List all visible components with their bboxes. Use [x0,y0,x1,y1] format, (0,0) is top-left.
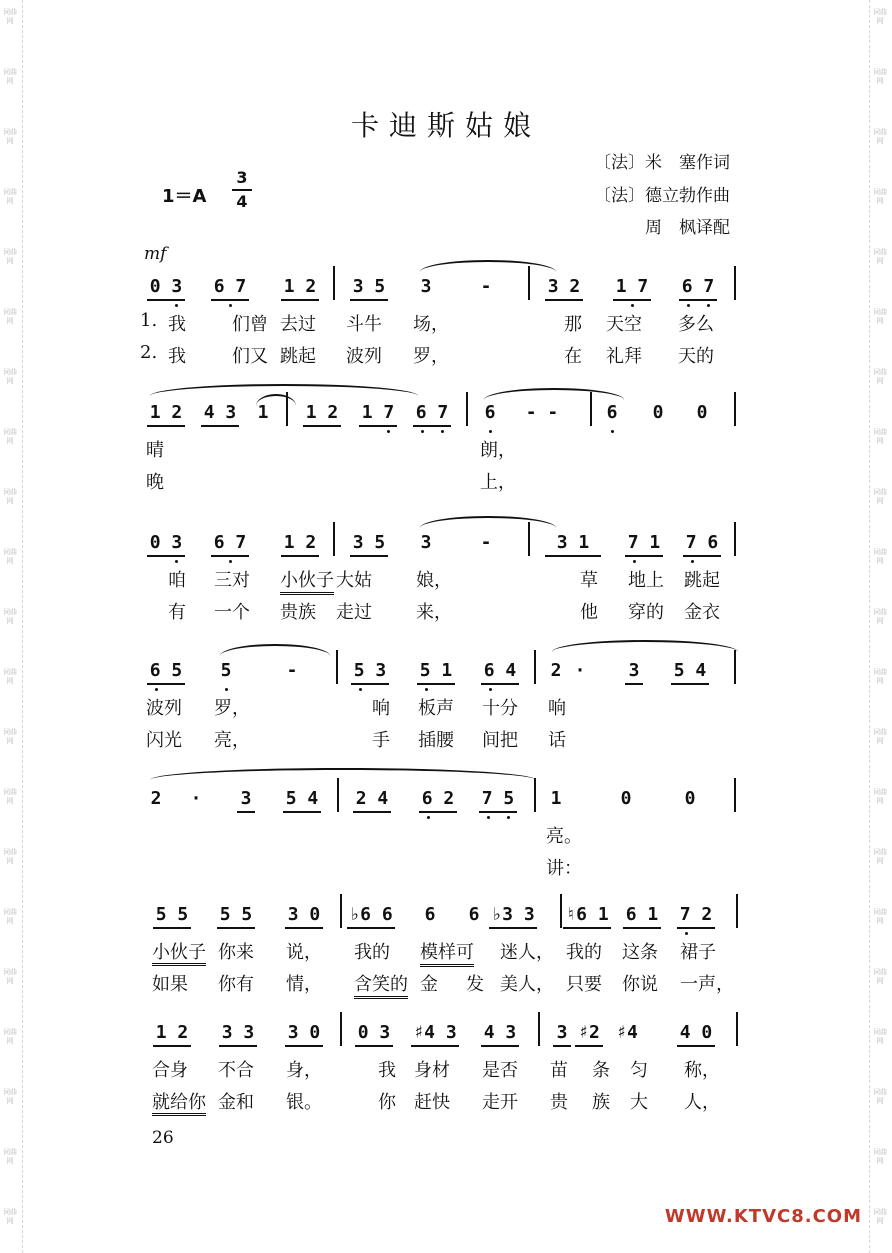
note-group: ♭6 6 [346,902,396,928]
note-group: 6 7 [412,400,452,426]
note-group: 1 2 [302,400,342,426]
bar-line [734,778,736,812]
left-watermark-strip [0,0,23,1253]
score-row-7 [0,1020,892,1050]
meter-denominator: 4 [236,192,248,211]
rest: 0 [696,402,708,423]
tie-slur [420,516,556,528]
bar-line [538,1012,540,1046]
side-watermark-stamp: 词曲网 [3,368,17,385]
side-watermark-stamp: 词曲网 [3,728,17,745]
side-watermark-stamp: 词曲网 [873,608,887,625]
side-watermark-stamp: 词曲网 [873,368,887,385]
lyric-verse-1-line-4: 波列 罗， 响 板声 十分 响 [146,698,566,719]
side-watermark-stamp: 词曲网 [873,788,887,805]
side-watermark-stamp: 词曲网 [3,188,17,205]
side-watermark-stamp: 词曲网 [3,608,17,625]
note: 2 [550,660,562,681]
note-group: 4 3 [480,1020,520,1046]
note-group: 5 3 [350,658,390,684]
note-group: 6 5 [146,658,186,684]
score-row-3 [0,530,892,560]
bar-line [534,778,536,812]
lyricist-credit: 〔法〕米 塞作词 [594,153,730,173]
note-group: 0 3 [146,274,186,300]
bar-line [734,650,736,684]
dynamic-marking: mf [144,244,167,264]
song-title: 卡迪斯姑娘 [350,109,541,142]
lyric-verse-1-line-2: 晴 朗， [146,440,516,461]
side-watermark-stamp: 词曲网 [3,788,17,805]
side-watermark-stamp: 词曲网 [3,668,17,685]
side-watermark-stamp: 词曲网 [3,908,17,925]
phrase-slur [552,640,738,652]
rest: 0 [620,788,632,809]
note-group: 5 4 [282,786,322,812]
note-group: 0 3 [146,530,186,556]
note: 1 [550,788,562,809]
side-watermark-stamp: 词曲网 [3,1028,17,1045]
composer-credit: 〔法〕德立勃作曲 [594,186,730,206]
note: 6 [424,904,436,925]
side-watermark-stamp: 词曲网 [873,428,887,445]
rest: 0 [652,402,664,423]
note-group: 3 5 [349,530,389,556]
side-watermark-stamp: 词曲网 [873,848,887,865]
bar-line [734,266,736,300]
note: 6 [602,400,622,426]
side-watermark-stamp: 词曲网 [873,728,887,745]
note-group: 6 7 [210,530,250,556]
note-group: 3 3 [218,1020,258,1046]
bar-line [337,778,339,812]
bar-line [734,392,736,426]
note-group: 1 2 [280,274,320,300]
side-watermark-stamp: 词曲网 [3,968,17,985]
score-row-2 [0,400,892,430]
note-group: 5 4 [670,658,710,684]
bar-line [333,522,335,556]
lyric-verse-2-line-6: 如果 你有 情， 含笑的 金 发 美人， 只要 你说 一声， [152,970,188,996]
side-watermark-stamp: 词曲网 [3,68,17,85]
side-watermark-stamp: 词曲网 [3,548,17,565]
side-watermark-stamp: 词曲网 [873,248,887,265]
note-group: 1 2 [146,400,186,426]
note-group: 3 [624,658,644,684]
note-group: 5 1 [416,658,456,684]
side-watermark-stamp: 词曲网 [3,848,17,865]
note: 3 [420,276,432,297]
note: 6 [468,904,480,925]
note: 6 [480,400,500,426]
note-group: 3 2 [544,274,584,300]
note-group: 1 7 [358,400,398,426]
dot-extension: · [574,660,586,681]
note-group: 3 1 [544,530,602,556]
side-watermark-stamp: 词曲网 [873,488,887,505]
side-watermark-stamp: 词曲网 [3,1208,17,1225]
note-group: 6 2 [418,786,458,812]
side-watermark-stamp: 词曲网 [3,1148,17,1165]
note-extension: - [480,532,492,553]
score-row-4 [0,658,892,688]
side-watermark-stamp: 词曲网 [873,908,887,925]
note-group: 1 2 [152,1020,192,1046]
note-extension: - [480,276,492,297]
lyric-verse-2-line-2: 晚 上， [146,472,516,493]
time-signature [232,168,252,212]
note-group: ♯2 [574,1020,604,1046]
bar-line [340,1012,342,1046]
arranger-credit: 周 枫译配 [645,218,730,238]
note: 5 [216,658,236,684]
note-group: 5 5 [216,902,256,928]
score-row-5 [0,786,892,816]
note-group: 3 0 [284,902,324,928]
side-watermark-stamp: 词曲网 [3,488,17,505]
lyric-verse-2-line-3: 有 一个 贵族 走过 来， 他 穿的 金衣 [168,602,720,623]
lyric-verse-1-line-7: 合身 不合 身， 我 身材 是否 苗 条 匀 称， [152,1060,720,1081]
note-group: 6 1 [622,902,662,928]
side-watermark-stamp: 词曲网 [873,8,887,25]
right-watermark-strip [869,0,892,1253]
lyric-verse-1-line-5: 亮。 [546,826,582,847]
side-watermark-stamp: 词曲网 [3,308,17,325]
note-group: 4 0 [676,1020,716,1046]
side-watermark-stamp: 词曲网 [873,968,887,985]
side-watermark-stamp: 词曲网 [873,188,887,205]
tie-slur [420,260,556,272]
side-watermark-stamp: 词曲网 [873,548,887,565]
tie-slur [484,388,624,400]
note-group: 3 0 [284,1020,324,1046]
side-watermark-stamp: 词曲网 [873,668,887,685]
side-watermark-stamp: 词曲网 [3,128,17,145]
note-group: 0 3 [354,1020,394,1046]
rest: 0 [684,788,696,809]
site-watermark: WWW.KTVC8.COM [664,1206,862,1227]
note-group: 3 [236,786,256,812]
meter-fraction-bar [232,189,252,191]
note-extension: - [286,660,298,681]
side-watermark-stamp: 词曲网 [873,1028,887,1045]
note-group: 7 6 [682,530,722,556]
note-group: 6 4 [480,658,520,684]
note-group: 1 2 [280,530,320,556]
lyric-verse-2-line-1: 2. 我 们又 跳起 波列 罗， 在 礼拜 天的 [140,342,714,367]
note-group: 7 5 [478,786,518,812]
dot-extension: · [190,788,202,809]
side-watermark-stamp: 词曲网 [3,1088,17,1105]
note-group: ♭3 3 [488,902,538,928]
note-group: 1 7 [612,274,652,300]
tie-slur [220,644,330,656]
note: 2 [150,788,162,809]
note-group: 3 5 [349,274,389,300]
page-number: 26 [152,1128,174,1148]
bar-line [736,894,738,928]
score-row-6 [0,902,892,932]
note-group: 4 3 [200,400,240,426]
note-group: 7 2 [676,902,716,928]
lyric-verse-1-line-6: 小伙子 你来 说， 我的 模样可 迷人， 我的 这条 裙子 [152,938,206,964]
phrase-slur [150,768,536,780]
note-group: 5 5 [152,902,192,928]
note-group: ♮6 1 [562,902,612,928]
bar-line [466,392,468,426]
side-watermark-stamp: 词曲网 [3,8,17,25]
note-group: 7 1 [624,530,664,556]
score-row-1 [0,274,892,304]
bar-line [340,894,342,928]
note: 3 [420,532,432,553]
bar-line [734,522,736,556]
side-watermark-stamp: 词曲网 [3,248,17,265]
note: 1 [257,402,269,423]
key-signature: 1＝A [162,186,207,207]
side-watermark-stamp: 词曲网 [873,1208,887,1225]
side-watermark-stamp: 词曲网 [873,308,887,325]
lyric-verse-1-line-3: 咱 三对 小伙子 大姑 娘， 草 地上 跳起 [168,566,186,592]
bar-line [534,650,536,684]
side-watermark-stamp: 词曲网 [873,1148,887,1165]
side-watermark-stamp: 词曲网 [3,428,17,445]
bar-line [333,266,335,300]
side-watermark-stamp: 词曲网 [873,68,887,85]
note-group: 3 [552,1020,572,1046]
side-watermark-stamp: 词曲网 [873,1088,887,1105]
lyric-verse-2-line-5: 讲： [546,858,582,879]
bar-line [336,650,338,684]
note: ♯4 [616,1022,638,1043]
lyric-verse-2-line-7: 就给你 金和 银。 你 赶快 走开 贵 族 大 人， [152,1088,206,1114]
lyric-verse-1-line-1: 1. 我 们曾 去过 斗牛 场， 那 天空 多么 [140,310,714,335]
side-watermark-stamp: 词曲网 [873,128,887,145]
note-group: ♯4 3 [410,1020,460,1046]
note-extension: - - [525,402,559,423]
meter-numerator: 3 [236,168,248,187]
note-group: 2 4 [352,786,392,812]
bar-line [736,1012,738,1046]
lyric-verse-2-line-4: 闪光 亮， 手 插腰 间把 话 [146,730,566,751]
note-group: 6 7 [210,274,250,300]
note-group: 6 7 [678,274,718,300]
